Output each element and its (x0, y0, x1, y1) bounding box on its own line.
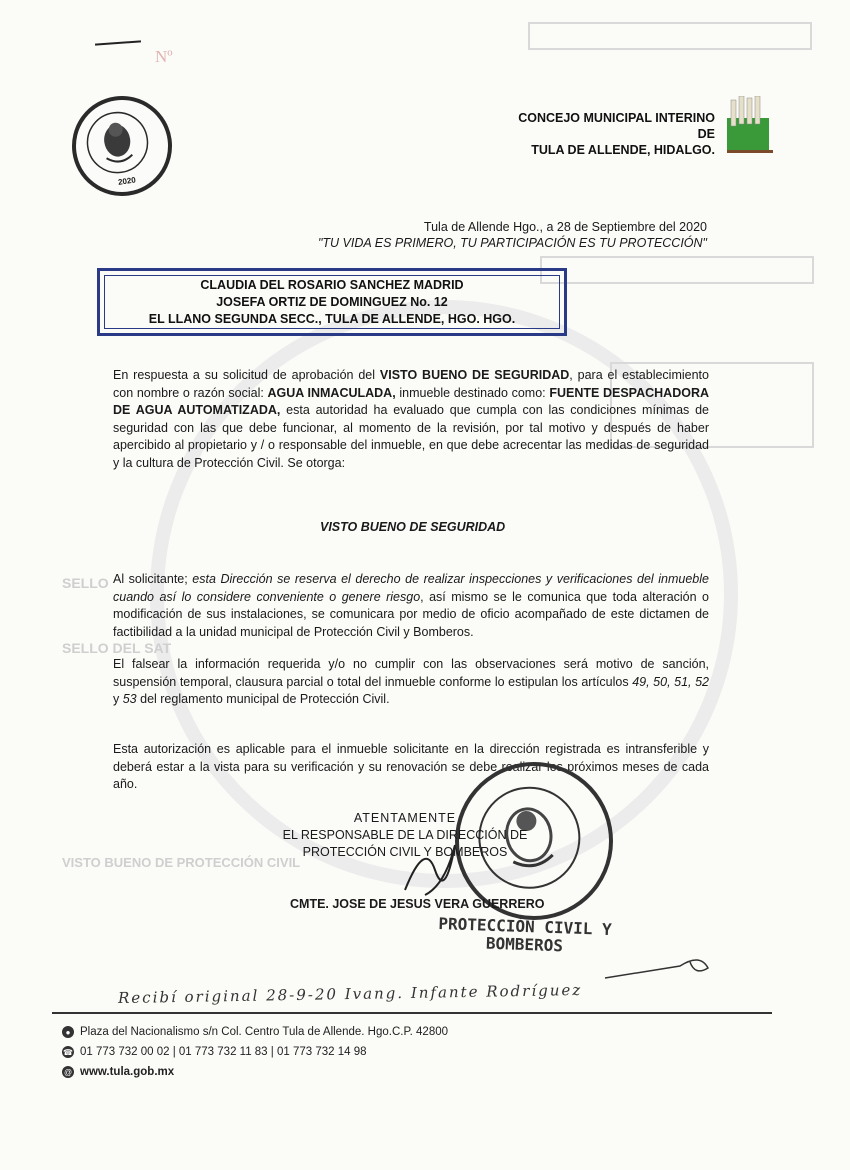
motto: "TU VIDA ES PRIMERO, TU PARTICIPACIÓN ES TU PROTECCIÓN" (317, 236, 707, 250)
p3-text: del reglamento municipal de Protección Civil. (136, 692, 390, 707)
paragraph-sanctions (113, 656, 709, 709)
recipient-box (97, 268, 567, 336)
recipient-name: CLAUDIA DEL ROSARIO SANCHEZ MADRID (200, 277, 464, 292)
background-ghost-text: SELLO (62, 575, 109, 591)
footer-phones-text: 01 773 732 00 02 | 01 773 732 11 83 | 01 773 732 14 98 (80, 1046, 367, 1058)
pen-stroke (95, 40, 141, 45)
folio-mark: Nº (155, 47, 173, 66)
p1-bold-business: AGUA INMACULADA, (267, 385, 396, 400)
background-ghost-text: SELLO DEL SAT (62, 640, 172, 656)
date-line: Tula de Allende Hgo., a 28 de Septiembre del 2020 (423, 220, 707, 234)
signature-scribble (395, 830, 475, 900)
p2-text: , así mismo se le comunica que toda alteración o modificación de sus instalaciones, se comunicara por medio de oficio acompañado de este dictamen de factibilidad a la unidad municipal de Protección Civil y Bomberos. (113, 589, 709, 639)
seal-year: 2020 (117, 175, 137, 187)
p2-italic: esta Dirección se reserva el derecho de realizar inspecciones y verificaciones del inmueble cuando así lo considere conveniente o genere riesgo (113, 572, 709, 604)
stamp-line1: PROTECCIÓN CIVIL Y (438, 913, 613, 940)
paragraph-request (113, 367, 709, 473)
municipal-logo-icon (727, 96, 773, 154)
receipt-note: Recibí original 28-9-20 Ivang. Infante Rodríguez (117, 980, 583, 1008)
signer-role-line1: EL RESPONSABLE DE LA DIRECCIÓN DE (282, 828, 528, 842)
paragraph-validity: Esta autorización es aplicable para el inmueble solicitante en la dirección registrada es intransferible y deberá estar a la vista para su verificación y su renovación se debe realizar los próximos meses de cada año. (113, 742, 709, 792)
stamp-line2: BOMBEROS (485, 933, 564, 956)
permit-title: VISTO BUENO DE SEGURIDAD (320, 520, 506, 534)
location-pin-icon: ● (62, 1026, 74, 1038)
p3-article-53: 53 (122, 692, 137, 707)
paragraph-inspections (113, 571, 709, 641)
municipal-seal (66, 90, 179, 203)
footer-address (62, 1026, 448, 1038)
phone-icon: ☎ (63, 1047, 73, 1057)
org-name-line2: TULA DE ALLENDE, HIDALGO. (531, 143, 715, 157)
footer-website (62, 1066, 174, 1078)
p1-bold-use: FUENTE DESPACHADORA DE AGUA AUTOMATIZADA, (113, 385, 709, 418)
footer-address-text: Plaza del Nacionalismo s/n Col. Centro Tula de Allende. Hgo.C.P. 42800 (80, 1026, 449, 1038)
department-stamp (437, 915, 612, 957)
p2-text: Al solicitante; (113, 572, 193, 586)
org-name-line1: CONCEJO MUNICIPAL INTERINO DE (518, 111, 715, 141)
p1-text: inmueble destinado como: (395, 385, 550, 400)
background-ghost-box (528, 22, 812, 50)
signer-role-line2: PROTECCIÓN CIVIL Y BOMBEROS (302, 845, 508, 859)
footer-phones (62, 1046, 367, 1058)
p1-text: esta autoridad ha evaluado que cumpla con las condiciones mínimas de seguridad con las que debe funcionar, al momento de la revisión, por tal motivo y después de haber apercibido al propietario y / o responsable del inmueble, en que debe acrecentar las medidas de seguridad y la cultura de Protección Civil. Se otorga: (113, 403, 709, 470)
p3-articles: 49, 50, 51, 52 (632, 674, 710, 689)
background-ghost-box (540, 256, 814, 284)
atentamente-label: ATENTAMENTE (353, 811, 457, 825)
p3-text: El falsear la información requerida y/o no cumplir con las observaciones será motivo de sanción, suspensión temporal, clausura parcial o total del inmueble conforme lo estipulan los artículos (113, 657, 709, 689)
footer-website-text: www.tula.gob.mx (80, 1066, 175, 1078)
p3-text: y (113, 692, 123, 707)
recipient-street: JOSEFA ORTIZ DE DOMINGUEZ No. 12 (216, 294, 448, 309)
org-name (500, 110, 715, 158)
footer-divider (52, 1012, 772, 1014)
receipt-signature-scribble (600, 948, 720, 984)
p1-text: En respuesta a su solicitud de aprobación del (113, 368, 380, 382)
recipient-box-inner (104, 275, 560, 329)
recipient-locality: EL LLANO SEGUNDA SECC., TULA DE ALLENDE, HGO. HGO. (148, 311, 516, 326)
p1-bold-type: VISTO BUENO DE SEGURIDAD (379, 368, 570, 382)
signer-name: CMTE. JOSE DE JESUS VERA GUERRERO (290, 897, 545, 911)
p1-text: , para el establecimiento con nombre o razón social: (113, 368, 709, 400)
background-ghost-text: VISTO BUENO DE PROTECCIÓN CIVIL (62, 855, 301, 870)
globe-icon: @ (63, 1067, 73, 1077)
